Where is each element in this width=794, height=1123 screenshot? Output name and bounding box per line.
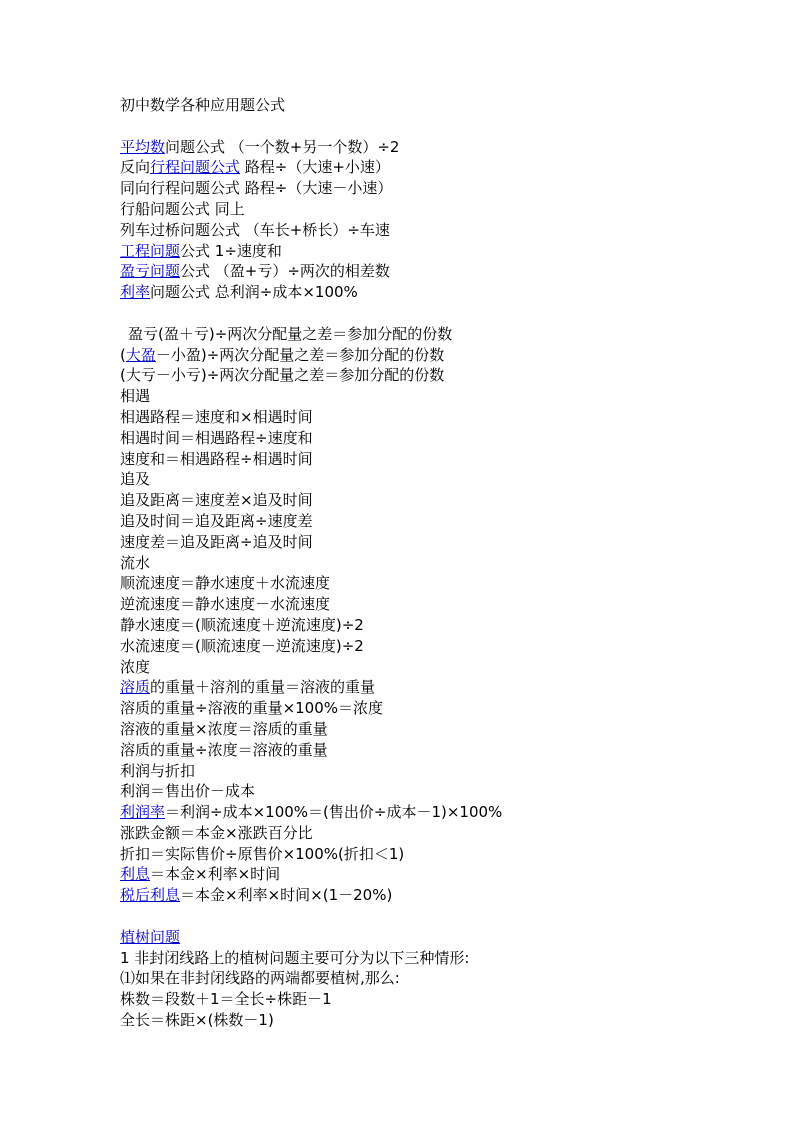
link-profit-rate[interactable]: 利润率 [120, 803, 166, 822]
section-heading: 相遇 [120, 387, 151, 406]
formula-line: 反向行程问题公式 路程÷（大速+小速） [120, 158, 390, 177]
formula-line: 全长＝株距×(株数－1) [120, 1011, 274, 1030]
link-solute[interactable]: 溶质 [120, 678, 151, 697]
formula-line: 行船问题公式 同上 [120, 199, 245, 218]
formula-list-basic [120, 137, 780, 303]
formula-line: 利息＝本金×利率×时间 [120, 865, 281, 884]
formula-line: 盈亏(盈＋亏)÷两次分配量之差＝参加分配的份数 [128, 324, 453, 343]
formula-line: 平均数问题公式 （一个数+另一个数）÷2 [120, 137, 400, 156]
link-after-tax-interest[interactable]: 税后利息 [120, 886, 181, 905]
formula-line: 同向行程问题公式 路程÷（大速－小速） [120, 179, 393, 198]
formula-line: 株数＝段数＋1＝全长÷株距－1 [120, 990, 332, 1009]
link-tree-planting[interactable]: 植树问题 [120, 927, 181, 946]
formula-line: 利润率＝利润÷成本×100%＝(售出价÷成本－1)×100% [120, 803, 503, 822]
formula-line: ⑴如果在非封闭线路的两端都要植树,那么: [120, 969, 400, 988]
section-heading [120, 927, 780, 948]
formula-line: 水流速度＝(顺流速度－逆流速度)÷2 [120, 636, 364, 655]
formula-line: (大亏－小亏)÷两次分配量之差＝参加分配的份数 [120, 366, 445, 385]
formula-line: 工程问题公式 1÷速度和 [120, 241, 282, 260]
formula-line: 溶质的重量÷溶液的重量×100%＝浓度 [120, 699, 384, 718]
section-heading: 追及 [120, 470, 151, 489]
link-interest[interactable]: 利息 [120, 865, 151, 884]
formula-line: 追及时间＝追及距离÷速度差 [120, 511, 313, 530]
formula-line: 速度和＝相遇路程÷相遇时间 [120, 449, 313, 468]
section-heading: 流水 [120, 553, 151, 572]
section-heading: 浓度 [120, 657, 151, 676]
link-interest-rate[interactable]: 利率 [120, 283, 151, 302]
spacer [120, 303, 780, 324]
formula-line: 税后利息＝本金×利率×时间×(1－20%) [120, 886, 393, 905]
page-title: 初中数学各种应用题公式 [120, 96, 286, 114]
formula-line: 溶质的重量＋溶剂的重量＝溶液的重量 [120, 678, 376, 697]
formula-line: 利率问题公式 总利润÷成本×100% [120, 283, 358, 302]
link-engineering-problem[interactable]: 工程问题 [120, 241, 181, 260]
formula-line: (大盈－小盈)÷两次分配量之差＝参加分配的份数 [120, 345, 445, 364]
formula-line: 利润＝售出价－成本 [120, 782, 256, 801]
formula-line: 相遇时间＝相遇路程÷速度和 [120, 428, 313, 447]
tree-planting-section [120, 927, 780, 1031]
formula-line: 列车过桥问题公式 （车长+桥长）÷车速 [120, 220, 390, 239]
section-heading: 利润与折扣 [120, 761, 196, 780]
formula-line: 相遇路程＝速度和×相遇时间 [120, 407, 313, 426]
formula-line: 折扣＝实际售价÷原售价×100%(折扣＜1) [120, 844, 405, 863]
link-profit-loss-problem[interactable]: 盈亏问题 [120, 262, 181, 281]
formula-line: 1 非封闭线路上的植树问题主要可分为以下三种情形: [120, 948, 470, 967]
formula-list-detailed [120, 324, 780, 906]
link-travel-problem[interactable]: 行程问题公式 [150, 158, 241, 177]
spacer [120, 906, 780, 927]
formula-line: 溶质的重量÷浓度＝溶液的重量 [120, 740, 328, 759]
link-average[interactable]: 平均数 [120, 137, 166, 156]
formula-line: 追及距离＝速度差×追及时间 [120, 491, 313, 510]
formula-line: 静水速度＝(顺流速度＋逆流速度)÷2 [120, 615, 364, 634]
document-page [120, 95, 780, 1031]
formula-line: 盈亏问题公式 （盈+亏）÷两次的相差数 [120, 262, 390, 281]
formula-line: 逆流速度＝静水速度－水流速度 [120, 595, 331, 614]
formula-line: 速度差＝追及距离÷追及时间 [120, 532, 313, 551]
formula-line: 溶液的重量×浓度＝溶质的重量 [120, 719, 328, 738]
link-big-surplus[interactable]: 大盈 [125, 345, 156, 364]
formula-line: 顺流速度＝静水速度＋水流速度 [120, 574, 331, 593]
formula-line: 涨跌金额＝本金×涨跌百分比 [120, 823, 313, 842]
